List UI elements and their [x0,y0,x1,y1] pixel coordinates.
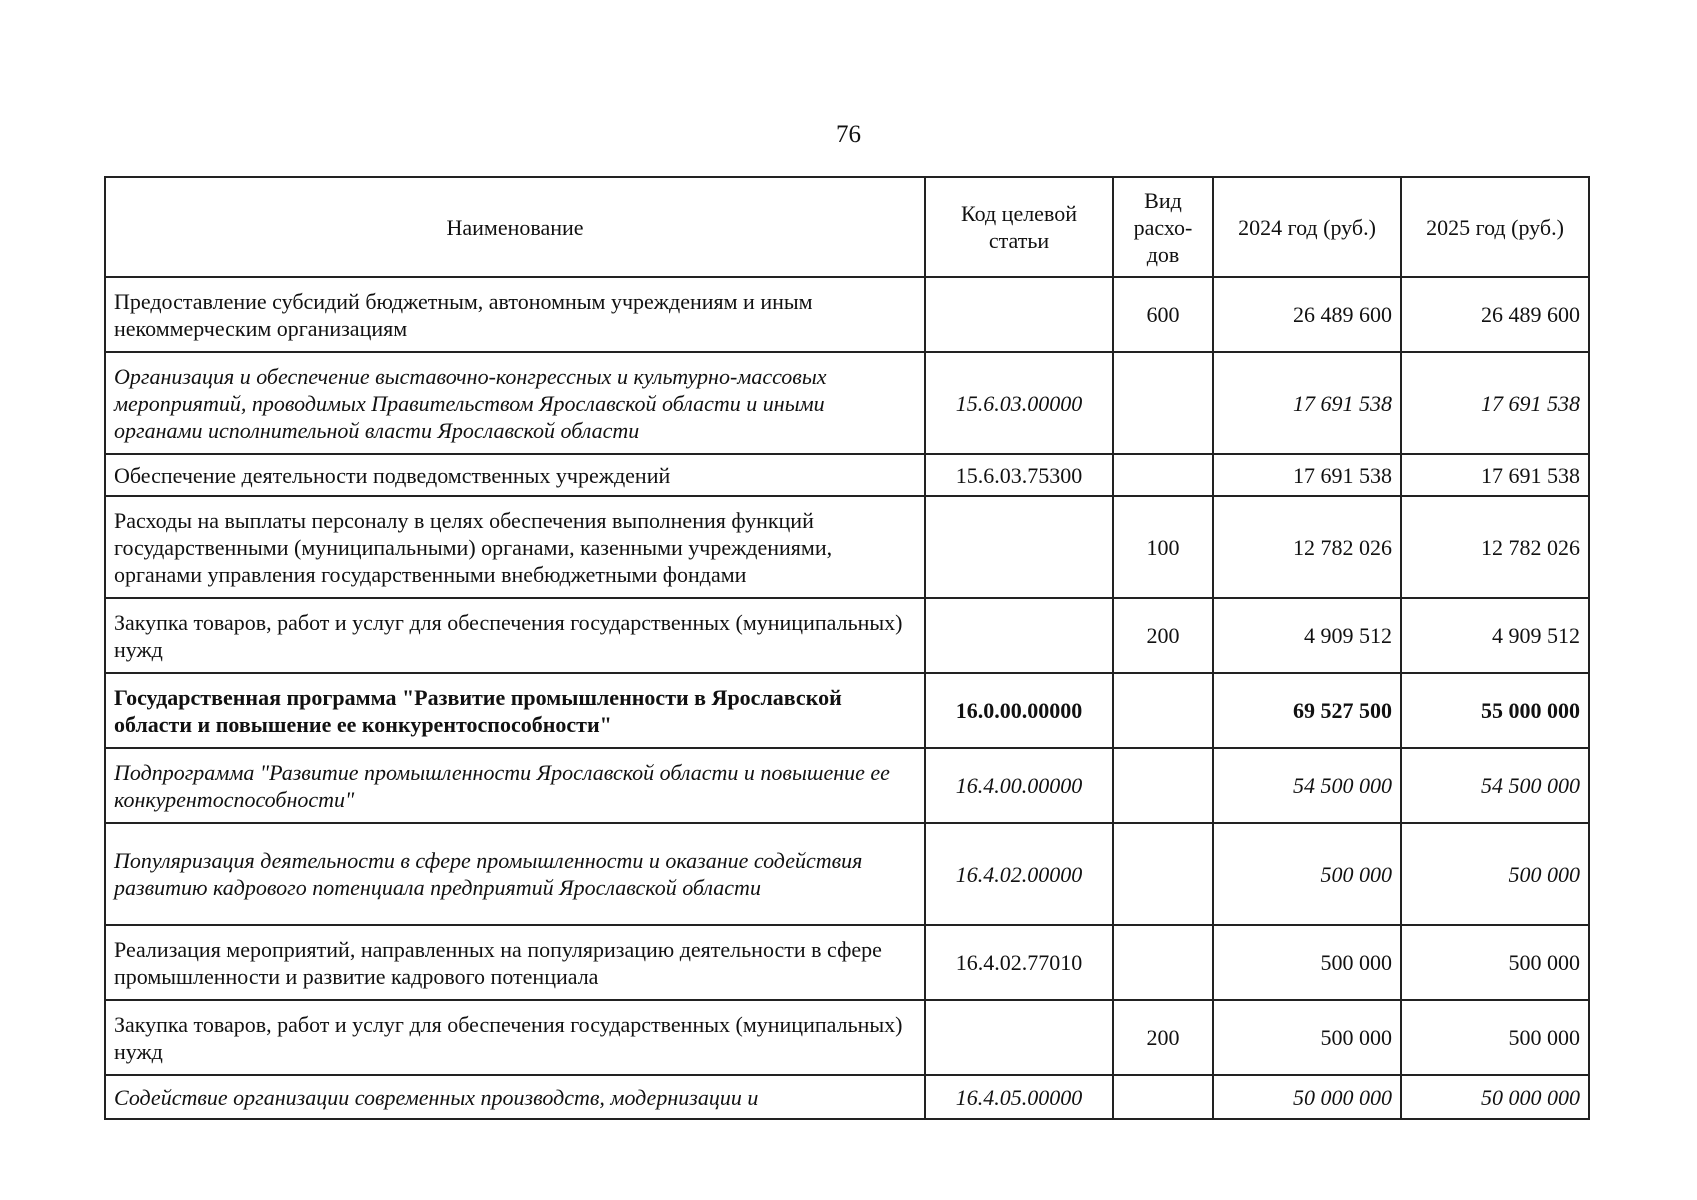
row-2025: 500 000 [1401,823,1589,925]
row-2024: 4 909 512 [1213,598,1401,673]
row-vid: 600 [1113,277,1213,352]
header-2024: 2024 год (руб.) [1213,177,1401,277]
table-row [105,454,1589,496]
row-name: Популяризация деятельности в сфере промышленности и оказание содействия развитию кадрового потенциала предприятий Ярославской области [105,823,925,925]
table-row [105,598,1589,673]
row-2025: 17 691 538 [1401,454,1589,496]
row-2024: 17 691 538 [1213,352,1401,454]
row-vid: 100 [1113,496,1213,598]
row-vid: 200 [1113,1000,1213,1075]
row-name: Закупка товаров, работ и услуг для обеспечения государственных (муниципальных) нужд [105,1000,925,1075]
row-2025: 54 500 000 [1401,748,1589,823]
row-2025: 500 000 [1401,1000,1589,1075]
row-2025: 50 000 000 [1401,1075,1589,1119]
row-code: 16.4.02.77010 [925,925,1113,1000]
row-code: 16.0.00.00000 [925,673,1113,748]
table-row [105,673,1589,748]
row-vid [1113,823,1213,925]
row-2024: 500 000 [1213,1000,1401,1075]
budget-table [104,176,1590,1120]
table-row [105,352,1589,454]
table-row [105,1000,1589,1075]
row-2024: 50 000 000 [1213,1075,1401,1119]
table-row [105,496,1589,598]
row-2025: 12 782 026 [1401,496,1589,598]
table-header-row [105,177,1589,277]
row-name: Предоставление субсидий бюджетным, автономным учреждениям и иным некоммерческим организациям [105,277,925,352]
row-2024: 12 782 026 [1213,496,1401,598]
row-vid: 200 [1113,598,1213,673]
table-row [105,1075,1589,1119]
row-2025: 17 691 538 [1401,352,1589,454]
row-2024: 17 691 538 [1213,454,1401,496]
row-vid [1113,454,1213,496]
row-2024: 69 527 500 [1213,673,1401,748]
row-code: 16.4.05.00000 [925,1075,1113,1119]
table-row [105,823,1589,925]
row-name: Содействие организации современных производств, модернизации и [105,1075,925,1119]
header-vid: Вид расхо-дов [1113,177,1213,277]
row-2025: 55 000 000 [1401,673,1589,748]
row-vid [1113,352,1213,454]
row-code [925,598,1113,673]
row-name: Государственная программа "Развитие промышленности в Ярославской области и повышение ее конкурентоспособности" [105,673,925,748]
page-number: 76 [836,121,861,148]
header-name: Наименование [105,177,925,277]
row-code: 15.6.03.00000 [925,352,1113,454]
row-name: Закупка товаров, работ и услуг для обеспечения государственных (муниципальных) нужд [105,598,925,673]
row-name: Расходы на выплаты персоналу в целях обеспечения выполнения функций государственными (муниципальными) органами, казенными учреждениями, органами управления государственными внебюджетными фондами [105,496,925,598]
row-2025: 26 489 600 [1401,277,1589,352]
row-code: 16.4.00.00000 [925,748,1113,823]
row-name: Реализация мероприятий, направленных на популяризацию деятельности в сфере промышленности и развитие кадрового потенциала [105,925,925,1000]
row-vid [1113,1075,1213,1119]
row-code [925,496,1113,598]
row-vid [1113,673,1213,748]
row-vid [1113,925,1213,1000]
row-2024: 500 000 [1213,925,1401,1000]
table-row [105,925,1589,1000]
row-2024: 26 489 600 [1213,277,1401,352]
row-2024: 54 500 000 [1213,748,1401,823]
row-name: Подпрограмма "Развитие промышленности Ярославской области и повышение ее конкурентоспособности" [105,748,925,823]
row-code: 16.4.02.00000 [925,823,1113,925]
header-2025: 2025 год (руб.) [1401,177,1589,277]
row-2025: 500 000 [1401,925,1589,1000]
table-row [105,277,1589,352]
row-2025: 4 909 512 [1401,598,1589,673]
row-name: Организация и обеспечение выставочно-конгрессных и культурно-массовых мероприятий, проводимых Правительством Ярославской области и иными органами исполнительной власти Ярославской области [105,352,925,454]
header-code: Код целевой статьи [925,177,1113,277]
row-2024: 500 000 [1213,823,1401,925]
row-name: Обеспечение деятельности подведомственных учреждений [105,454,925,496]
row-code: 15.6.03.75300 [925,454,1113,496]
table-row [105,748,1589,823]
row-vid [1113,748,1213,823]
row-code [925,1000,1113,1075]
row-code [925,277,1113,352]
